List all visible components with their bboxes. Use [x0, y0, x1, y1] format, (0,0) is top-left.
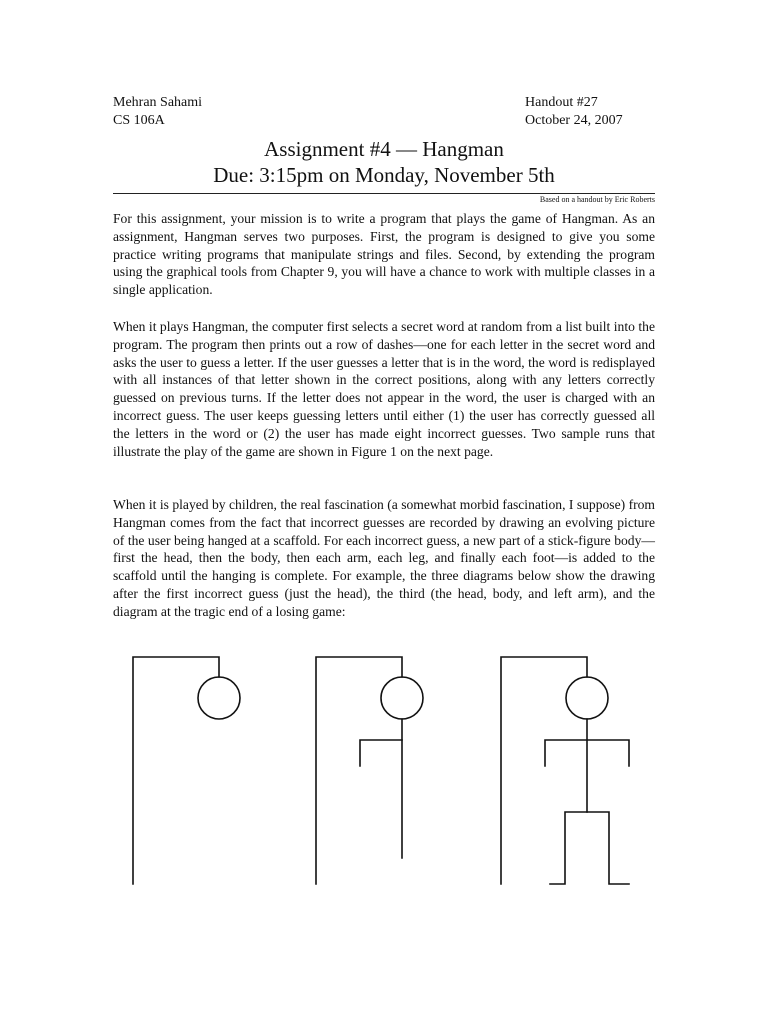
- paragraph-gameplay: When it plays Hangman, the computer first selects a secret word at random from a list built into the program. The program then prints out a row of dashes—one for each letter in the secret word and asks the user to guess a letter. If the user guesses a letter that is in the word, the word is redisplayed with all instances of that letter shown in the correct positions, along with any letters correctly guessed on previous turns. If the letter does not appear in the word, the user is charged with an incorrect guess. The user keeps guessing letters until either (1) the user has correctly guessed all the letters in the word or (2) the user has made eight incorrect guesses. Two sample runs that illustrate the play of the game are shown in Figure 1 on the next page.: [113, 319, 655, 459]
- hangman-head: [198, 677, 240, 719]
- course-code: CS 106A: [113, 113, 165, 128]
- hangman-legs-and-feet: [550, 812, 629, 884]
- hangman-diagram-final: [501, 657, 629, 884]
- handout-date: October 24, 2007: [525, 113, 623, 128]
- due-date-title: Due: 3:15pm on Monday, November 5th: [213, 163, 555, 187]
- assignment-title: Assignment #4 — Hangman: [264, 137, 504, 161]
- hangman-head: [566, 677, 608, 719]
- hangman-head: [381, 677, 423, 719]
- scaffold: [316, 657, 402, 884]
- paragraph-intro: For this assignment, your mission is to write a program that plays the game of Hangman. As an assignment, Hangman serves two purposes. First, the program is designed to give you some practice writing programs that manipulate strings and files. Second, by extending the program using the graphical tools from Chapter 9, you will have a chance to work with multiple classes in a single application.: [113, 211, 655, 298]
- paragraph-drawing: When it is played by children, the real fascination (a somewhat morbid fascination, I suppose) from Hangman comes from the fact that incorrect guesses are recorded by drawing an evolving picture of the user being hanged at a scaffold. For each incorrect guess, a new part of a stick-figure body—first the head, then the body, then each arm, each leg, and finally each foot—is added to the scaffold until the hanging is complete. For example, the three diagrams below show the drawing after the first incorrect guess (just the head), the third (the head, body, and left arm), and the diagram at the tragic end of a losing game:: [113, 497, 655, 619]
- hangman-diagram-third-guess: [316, 657, 423, 884]
- hangman-diagram-first-guess: [133, 657, 240, 884]
- credit-note: Based on a handout by Eric Roberts: [539, 195, 655, 204]
- handout-number: Handout #27: [525, 95, 598, 110]
- scaffold: [133, 657, 219, 884]
- hangman-left-arm: [360, 740, 402, 766]
- scaffold: [501, 657, 587, 884]
- author-name: Mehran Sahami: [113, 95, 203, 110]
